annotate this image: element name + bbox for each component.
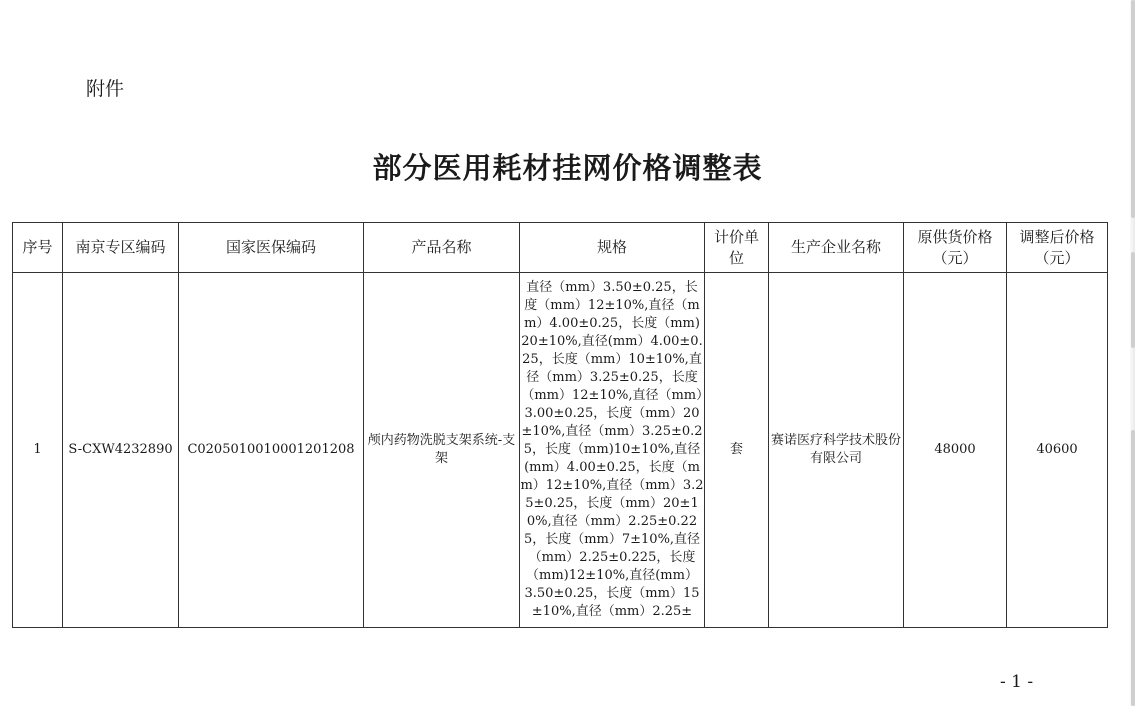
scroll-marker	[1131, 430, 1135, 706]
cell-seq: 1	[13, 273, 63, 628]
header-original-price	[904, 223, 1007, 273]
table-header-row	[13, 223, 1108, 273]
header-unit-line1: 计价单	[713, 227, 759, 246]
header-original-price-line1: 原供货价格	[917, 227, 993, 246]
scroll-marker	[1131, 0, 1135, 218]
price-adjustment-table	[12, 222, 1108, 628]
header-manufacturer: 生产企业名称	[769, 223, 904, 273]
cell-spec: 直径（mm）3.50±0.25，长度（mm）12±10%,直径（mm）4.00±0.25，长度（mm)20±10%,直径(mm）4.00±0.25，长度（mm）10±10%,直径（mm）3.25±0.25，长度（mm）12±10%,直径（mm）3.00±0.25，长度（mm）20±10%,直径（mm）3.25±0.25，长度（mm)10±10%,直径(mm）4.00±0.25，长度（mm）12±10%,直径（mm）3.25±0.25，长度（mm）20±10%,直径（mm）2.25±0.225，长度（mm）7±10%,直径（mm）2.25±0.225，长度（mm)12±10%,直径(mm）3.50±0.25，长度（mm）15±10%,直径（mm）2.25±	[520, 273, 705, 628]
document-title: 部分医用耗材挂网价格调整表	[372, 151, 763, 185]
cell-nanjing-code: S-CXW4232890	[63, 273, 179, 628]
cell-product-name: 颅内药物洗脱支架系统-支架	[364, 273, 520, 628]
header-nanjing-code: 南京专区编码	[63, 223, 179, 273]
scroll-marker	[1131, 252, 1135, 348]
header-adjusted-price-line2: （元）	[1034, 248, 1080, 267]
page-number: - 1 -	[1000, 672, 1034, 692]
attachment-label: 附件	[86, 78, 125, 100]
header-adjusted-price-line1: 调整后价格	[1019, 227, 1095, 246]
cell-unit: 套	[705, 273, 769, 628]
cell-national-code: C0205010010001201208	[179, 273, 364, 628]
header-national-code: 国家医保编码	[179, 223, 364, 273]
header-seq: 序号	[13, 223, 63, 273]
header-unit-line2: 位	[728, 248, 744, 267]
table-row	[13, 273, 1108, 628]
cell-original-price: 48000	[904, 273, 1007, 628]
header-spec: 规格	[520, 223, 705, 273]
cell-adjusted-price: 40600	[1007, 273, 1108, 628]
cell-manufacturer: 赛诺医疗科学技术股份有限公司	[769, 273, 904, 628]
viewer-scroll-edge	[1130, 0, 1135, 706]
header-original-price-line2: （元）	[932, 248, 978, 267]
header-unit	[705, 223, 769, 273]
header-product-name: 产品名称	[364, 223, 520, 273]
header-adjusted-price	[1007, 223, 1108, 273]
